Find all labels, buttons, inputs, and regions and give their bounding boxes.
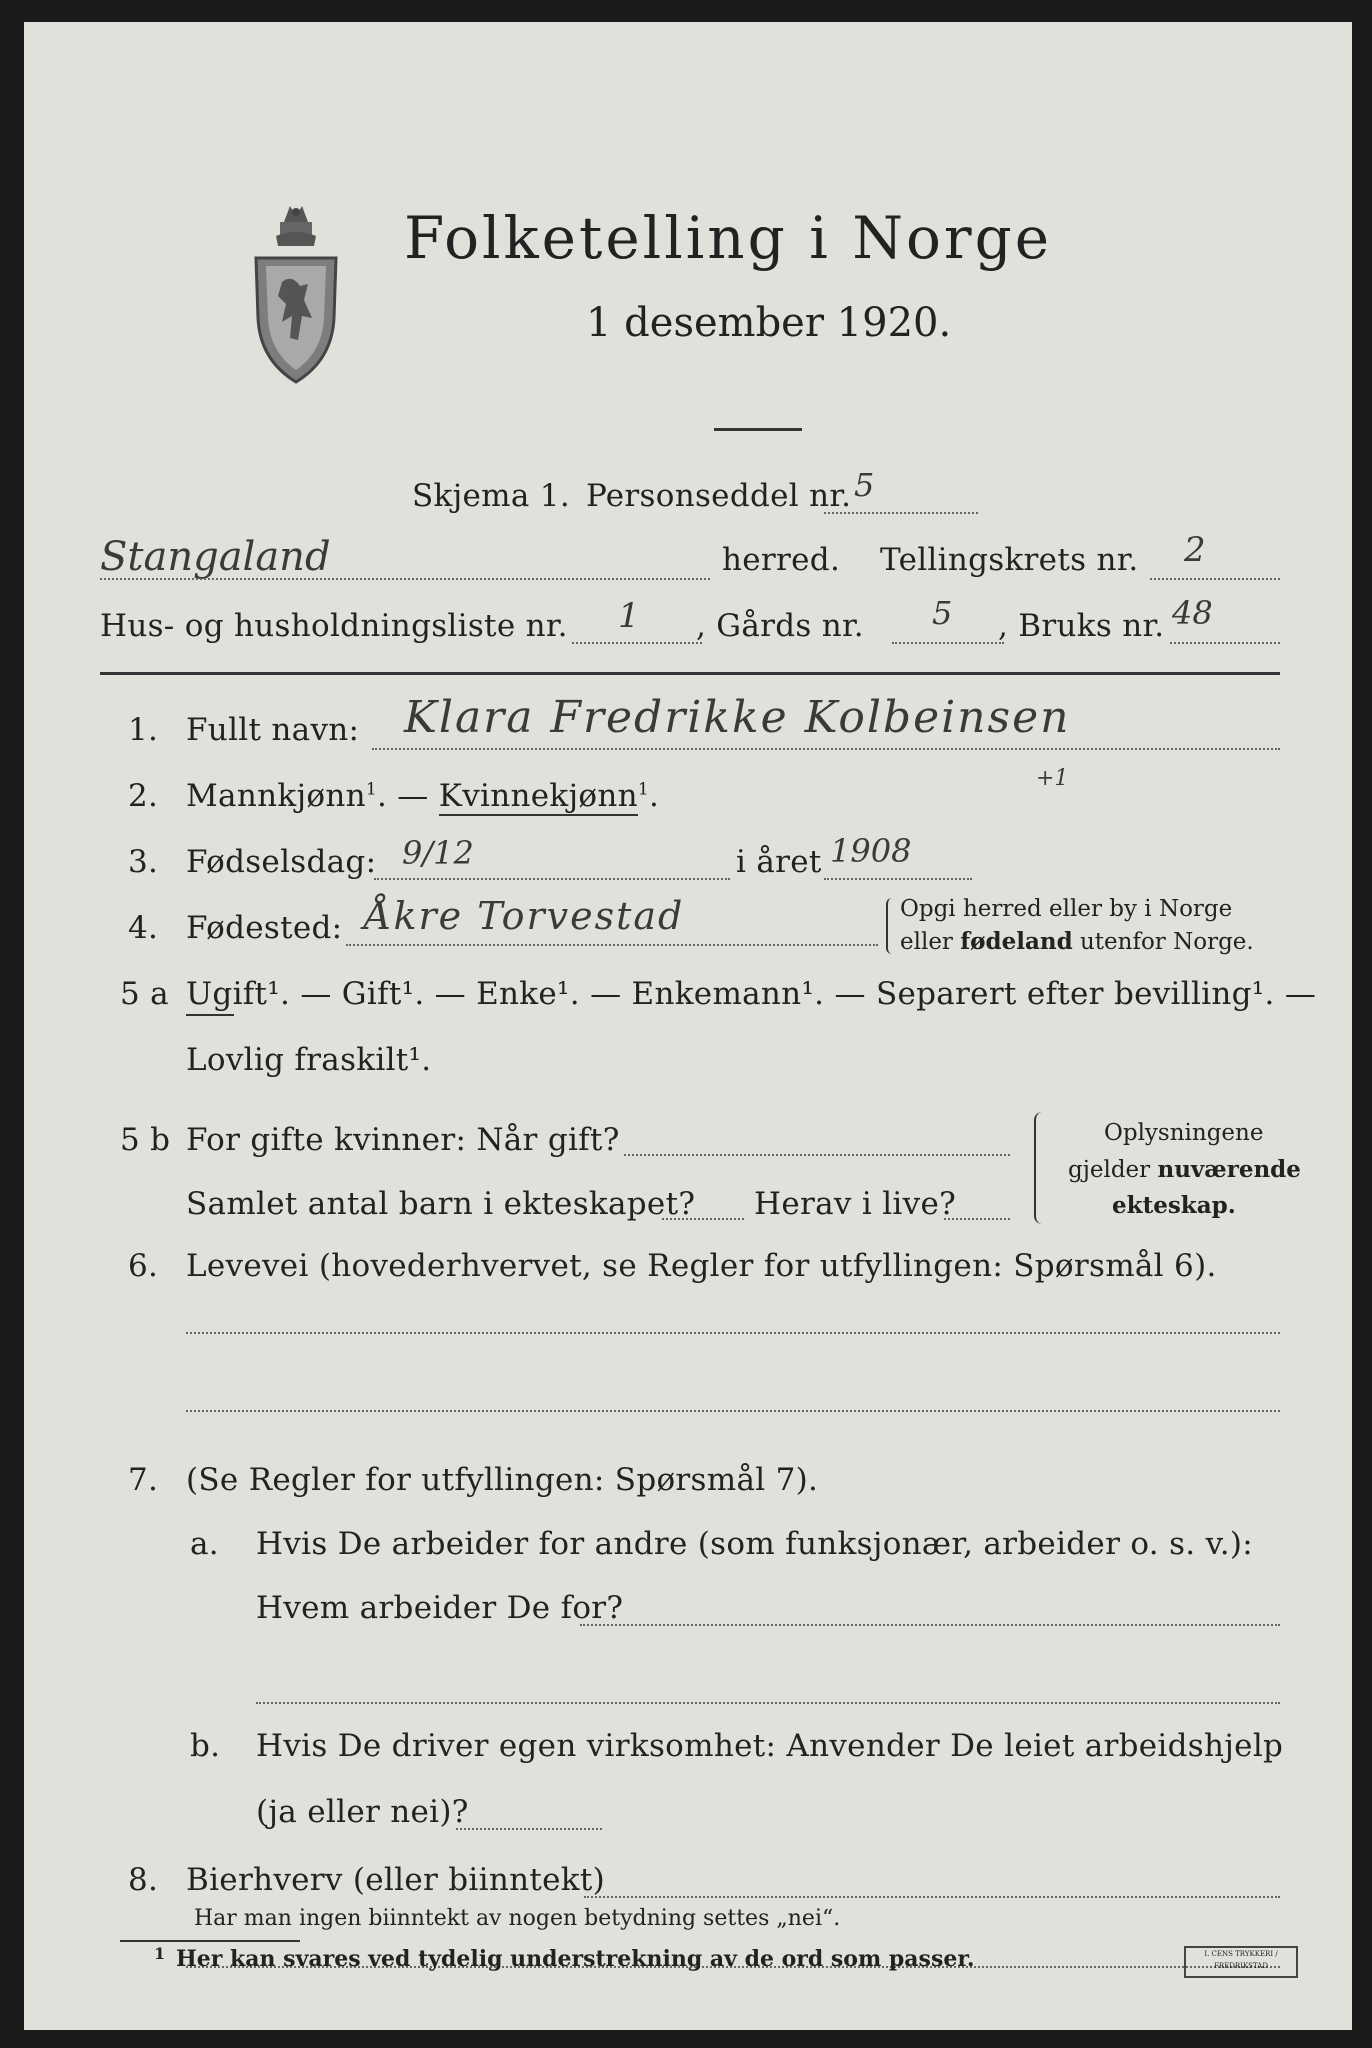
q7-number: 7. (128, 1462, 159, 1498)
q3-year-value[interactable]: 1908 (830, 832, 912, 870)
tellingskrets-line (1150, 578, 1280, 580)
q5b-note-2b: nuværende (1157, 1156, 1301, 1183)
q5b-note-2a: gjelder (1068, 1157, 1158, 1183)
q1-number: 1. (128, 712, 159, 748)
personseddel-line (824, 512, 978, 514)
q2-separator: . — (376, 778, 439, 814)
q4-note-2b: fødeland (960, 928, 1073, 955)
q7a-label: Hvis De arbeider for andre (som funksjonær, arbeider o. s. v.): (256, 1526, 1254, 1562)
q3-label: Fødselsdag: (186, 844, 377, 880)
q5b-label-3: Herav i live? (754, 1186, 957, 1222)
q6-line-1 (186, 1332, 1280, 1334)
q5b-children-line (662, 1218, 744, 1220)
herred-label: herred. (722, 542, 841, 578)
q8-label: Bierhverv (eller biinntekt) (186, 1862, 606, 1898)
q4-label: Fødested: (186, 910, 343, 946)
q6-number: 6. (128, 1248, 159, 1284)
q4-line (346, 944, 878, 946)
q7a-label-2: Hvem arbeider De for? (256, 1590, 624, 1626)
gards-label: , Gårds nr. (696, 608, 864, 644)
header-divider (100, 672, 1280, 675)
q3-year-line (824, 878, 972, 880)
q2-options: Mannkjønn$^1$. — Kvinnekjønn$^1$. (186, 778, 660, 814)
hus-line (572, 642, 702, 644)
q4-note-2a: eller (900, 929, 961, 955)
hus-value[interactable]: 1 (618, 596, 640, 636)
q2-option-female[interactable]: Kvinnekjønn (438, 778, 638, 814)
census-form-page (24, 22, 1352, 2030)
herred-line (100, 578, 710, 580)
q4-note-1: Opgi herred eller by i Norge (900, 896, 1233, 922)
q5b-note-3: ekteskap. (1112, 1192, 1236, 1219)
q3-number: 3. (128, 844, 159, 880)
q4-note-2 (900, 928, 1254, 955)
q6-label: Levevei (hovederhvervet, se Regler for utfyllingen: Spørsmål 6). (186, 1248, 1217, 1284)
bruks-label: , Bruks nr. (998, 608, 1165, 644)
herred-value[interactable]: Stangaland (100, 534, 331, 580)
title-divider (714, 428, 802, 431)
q5b-brace (1034, 1112, 1046, 1224)
q1-label: Fullt navn: (186, 712, 360, 748)
q7a-line-2 (256, 1702, 1280, 1704)
bruks-line (1170, 642, 1280, 644)
q7b-number: b. (190, 1728, 221, 1764)
q2-end: . (649, 778, 660, 814)
personseddel-label: Personseddel nr. (586, 478, 852, 514)
q8-note: Har man ingen biinntekt av nogen betydning settes „nei“. (194, 1906, 841, 1931)
personseddel-value[interactable]: 5 (854, 466, 875, 504)
q5b-married-line (624, 1154, 1010, 1156)
q5b-alive-line (944, 1218, 1010, 1220)
q7a-line-1 (580, 1624, 1280, 1626)
q7b-label-2: (ja eller nei)? (256, 1794, 469, 1830)
q5a-number: 5 a (120, 976, 169, 1012)
q3-value[interactable]: 9/12 (402, 834, 474, 872)
gards-line (892, 642, 1004, 644)
q6-line-2 (186, 1410, 1280, 1412)
q7b-line (456, 1828, 602, 1830)
q1-line (372, 748, 1280, 750)
q4-brace (886, 898, 896, 954)
q5b-note-1: Oplysningene (1104, 1120, 1264, 1146)
q7a-number: a. (190, 1526, 219, 1562)
q3-day-line (374, 878, 730, 880)
q8-number: 8. (128, 1862, 159, 1898)
tellingskrets-value[interactable]: 2 (1184, 530, 1206, 570)
q2-number: 2. (128, 778, 159, 814)
q5b-number: 5 b (120, 1122, 171, 1158)
q7b-label: Hvis De driver egen virksomhet: Anvender De leiet arbeidshjelp (256, 1728, 1284, 1764)
tellingskrets-label: Tellingskrets nr. (880, 542, 1139, 578)
bruks-value[interactable]: 48 (1172, 594, 1213, 632)
footnote-divider (120, 1940, 300, 1942)
q5b-note-2 (1068, 1156, 1301, 1183)
footnote-number: 1 (154, 1944, 166, 1963)
q5b-label-2: Samlet antal barn i ekteskapet? (186, 1186, 696, 1222)
coat-of-arms-icon (246, 200, 346, 390)
q2-option-male[interactable]: Mannkjønn (186, 778, 366, 814)
skjema-label: Skjema 1. (412, 478, 570, 514)
q5a-options[interactable]: Ugift¹. — Gift¹. — Enke¹. — Enkemann¹. — Separert efter bevilling¹. — (186, 976, 1317, 1012)
q3-year-label: i året (736, 844, 822, 880)
q5b-label-1: For gifte kvinner: Når gift? (186, 1122, 620, 1158)
hus-label: Hus- og husholdningsliste nr. (100, 608, 568, 644)
gards-value[interactable]: 5 (932, 594, 953, 632)
q5a-underline-ugift (186, 1014, 234, 1016)
q5a-options-2[interactable]: Lovlig fraskilt¹. (186, 1042, 432, 1078)
q4-value[interactable]: Åkre Torvestad (364, 894, 685, 938)
q7-label: (Se Regler for utfyllingen: Spørsmål 7). (186, 1462, 819, 1498)
q4-note-2c: utenfor Norge. (1072, 929, 1254, 955)
printer-stamp: I. CENS TRYKKERI / FREDRIKSTAD (1184, 1946, 1298, 1978)
form-title: Folketelling i Norge (404, 204, 1053, 272)
q2-mark: +1 (1036, 766, 1069, 791)
form-date: 1 desember 1920. (586, 300, 952, 346)
footnote-text: Her kan svares ved tydelig understrekning av de ord som passer. (176, 1946, 975, 1972)
q8-line-1 (584, 1896, 1280, 1898)
q4-number: 4. (128, 910, 159, 946)
q1-value[interactable]: Klara Fredrikke Kolbeinsen (404, 692, 1071, 743)
